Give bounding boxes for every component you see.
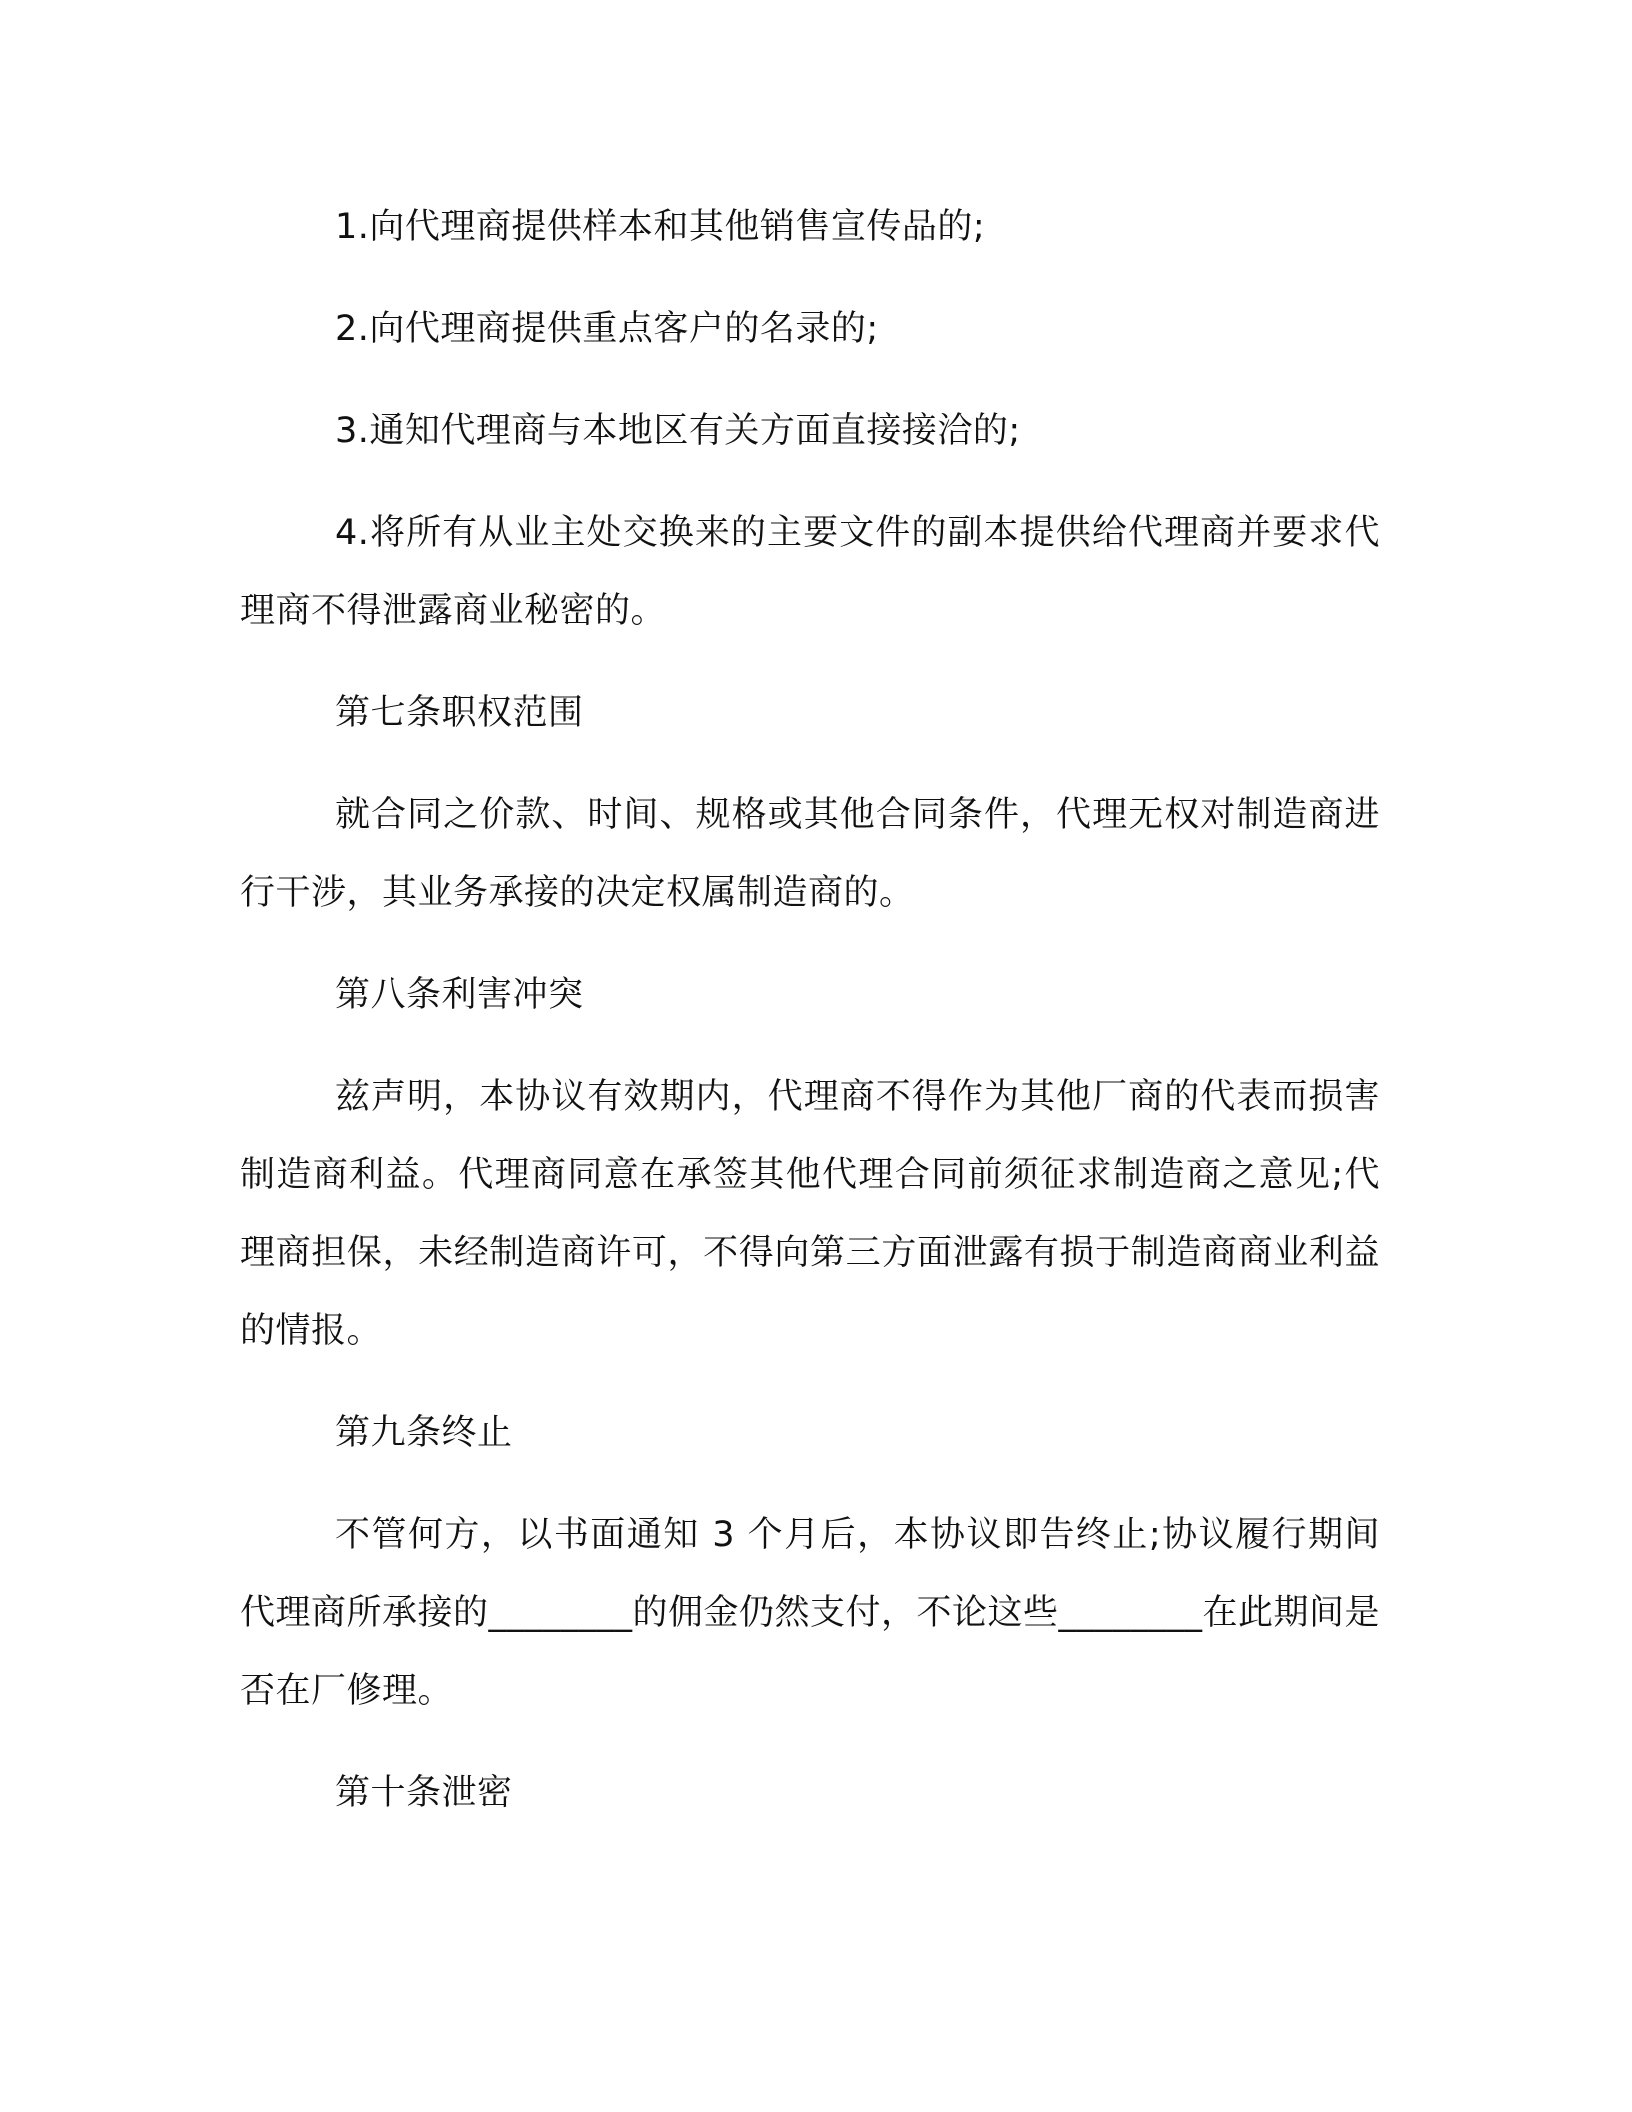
- article-9-heading: 第九条终止: [335, 1413, 513, 1453]
- document-page: [240, 188, 1380, 1832]
- clause-item-3: 3.通知代理商与本地区有关方面直接接洽的;: [335, 411, 1021, 451]
- clause-item-4: 4.将所有从业主处交换来的主要文件的副本提供给代理商并要求代理商不得泄露商业秘密的。: [240, 513, 1380, 631]
- article-8-heading: 第八条利害冲突: [335, 975, 584, 1015]
- article-7-body: 就合同之价款、时间、规格或其他合同条件，代理无权对制造商进行干涉，其业务承接的决定权属制造商的。: [240, 795, 1380, 913]
- article-9-body: 不管何方，以书面通知 3 个月后，本协议即告终止;协议履行期间代理商所承接的________的佣金仍然支付，不论这些________在此期间是否在厂修理。: [240, 1515, 1381, 1711]
- clause-item-2: 2.向代理商提供重点客户的名录的;: [335, 309, 879, 349]
- article-8-body: 兹声明，本协议有效期内，代理商不得作为其他厂商的代表而损害制造商利益。代理商同意在承签其他代理合同前须征求制造商之意见;代理商担保，未经制造商许可，不得向第三方面泄露有损于制造商商业利益的情报。: [240, 1077, 1380, 1351]
- clause-item-1: 1.向代理商提供样本和其他销售宣传品的;: [335, 207, 986, 247]
- article-7-heading: 第七条职权范围: [335, 693, 584, 733]
- article-10-heading: 第十条泄密: [335, 1773, 513, 1813]
